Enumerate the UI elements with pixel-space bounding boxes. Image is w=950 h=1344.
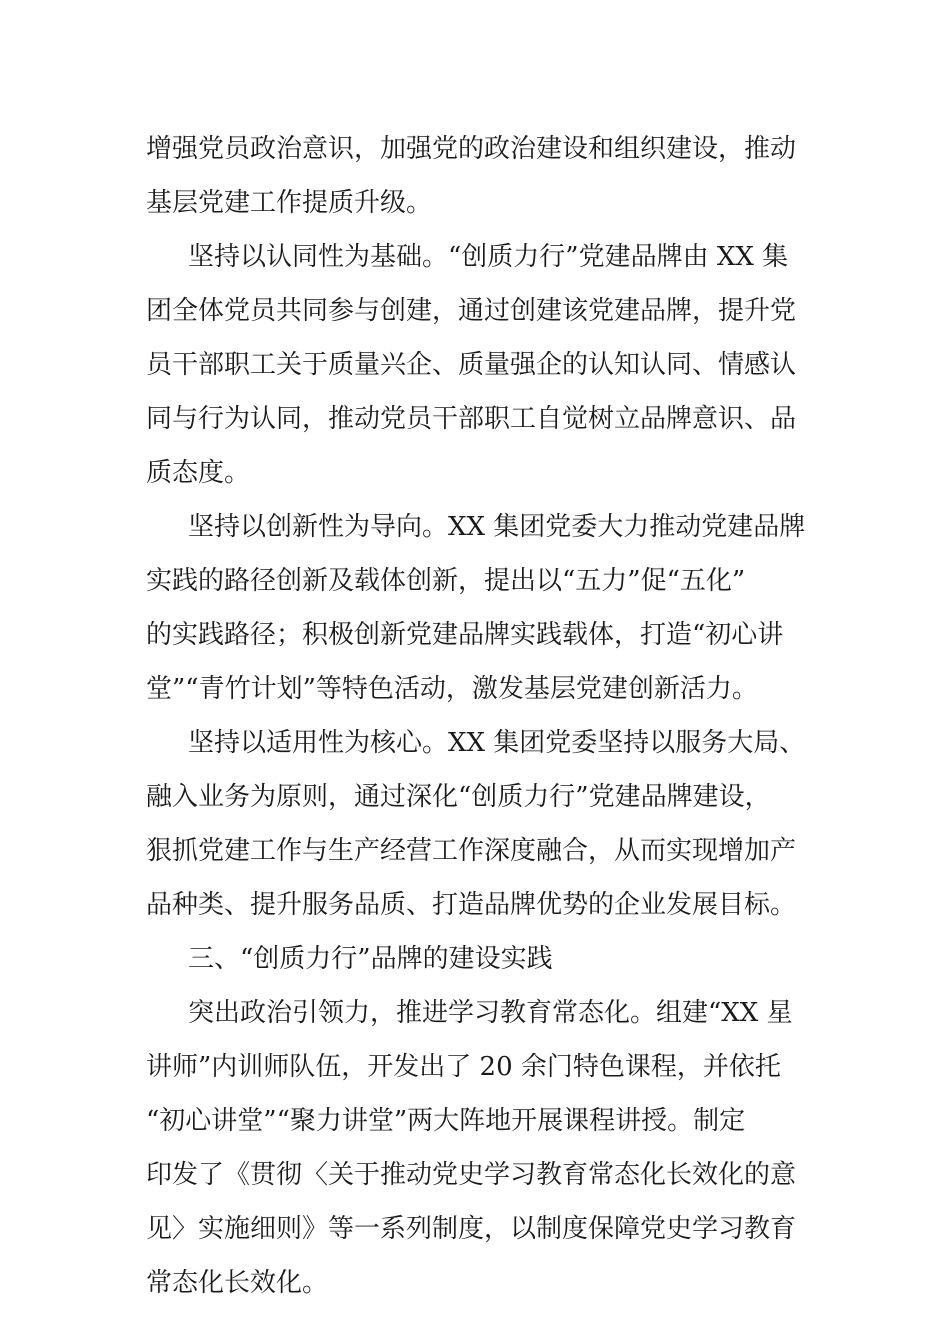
paragraph-line: 实践的路径创新及载体创新，提出以“五力”促“五化”	[146, 566, 746, 596]
paragraph-line: 融入业务为原则，通过深化“创质力行”党建品牌建设，	[146, 782, 771, 812]
paragraph-line: 突出政治引领力，推进学习教育常态化。组建“XX 星	[188, 998, 793, 1028]
paragraph-line: 质态度。	[146, 458, 251, 488]
paragraph-line: 员干部职工关于质量兴企、质量强企的认知认同、情感认	[146, 350, 797, 380]
paragraph-line: 团全体党员共同参与创建，通过创建该党建品牌，提升党	[146, 296, 797, 326]
paragraph-line: 狠抓党建工作与生产经营工作深度融合，从而实现增加产	[146, 836, 797, 866]
paragraph-line: 常态化长效化。	[146, 1268, 329, 1298]
paragraph-line: 的实践路径；积极创新党建品牌实践载体，打造“初心讲	[146, 620, 784, 650]
paragraph-3	[146, 500, 812, 716]
section-heading	[146, 932, 812, 986]
paragraph-line: 坚持以适用性为核心。XX 集团党委坚持以服务大局、	[188, 728, 806, 758]
paragraph-line: 印发了《贯彻〈关于推动党史学习教育常态化长效化的意	[146, 1160, 797, 1190]
paragraph-line: 同与行为认同，推动党员干部职工自觉树立品牌意识、品	[146, 404, 797, 434]
paragraph-line: 讲师”内训师队伍，开发出了 20 余门特色课程，并依托	[146, 1052, 781, 1082]
paragraph-line: 坚持以创新性为导向。XX 集团党委大力推动党建品牌	[188, 512, 806, 542]
paragraph-line: 堂”“青竹计划”等特色活动，激发基层党建创新活力。	[146, 674, 758, 704]
document-body	[146, 122, 812, 1310]
section-heading-text: 三、“创质力行”品牌的建设实践	[188, 944, 553, 974]
paragraph-line: 基层党建工作提质升级。	[146, 188, 433, 218]
paragraph-line: 见〉实施细则》等一系列制度，以制度保障党史学习教育	[146, 1214, 797, 1244]
paragraph-line: 增强党员政治意识，加强党的政治建设和组织建设，推动	[146, 134, 797, 164]
paragraph-line: “初心讲堂”“聚力讲堂”两大阵地开展课程讲授。制定	[146, 1106, 746, 1136]
paragraph-4	[146, 716, 812, 932]
paragraph-line: 坚持以认同性为基础。“创质力行”党建品牌由 XX 集	[188, 242, 789, 272]
paragraph-2	[146, 230, 812, 500]
paragraph-1	[146, 122, 812, 230]
paragraph-5	[146, 986, 812, 1310]
paragraph-line: 品种类、提升服务品质、打造品牌优势的企业发展目标。	[146, 890, 797, 920]
